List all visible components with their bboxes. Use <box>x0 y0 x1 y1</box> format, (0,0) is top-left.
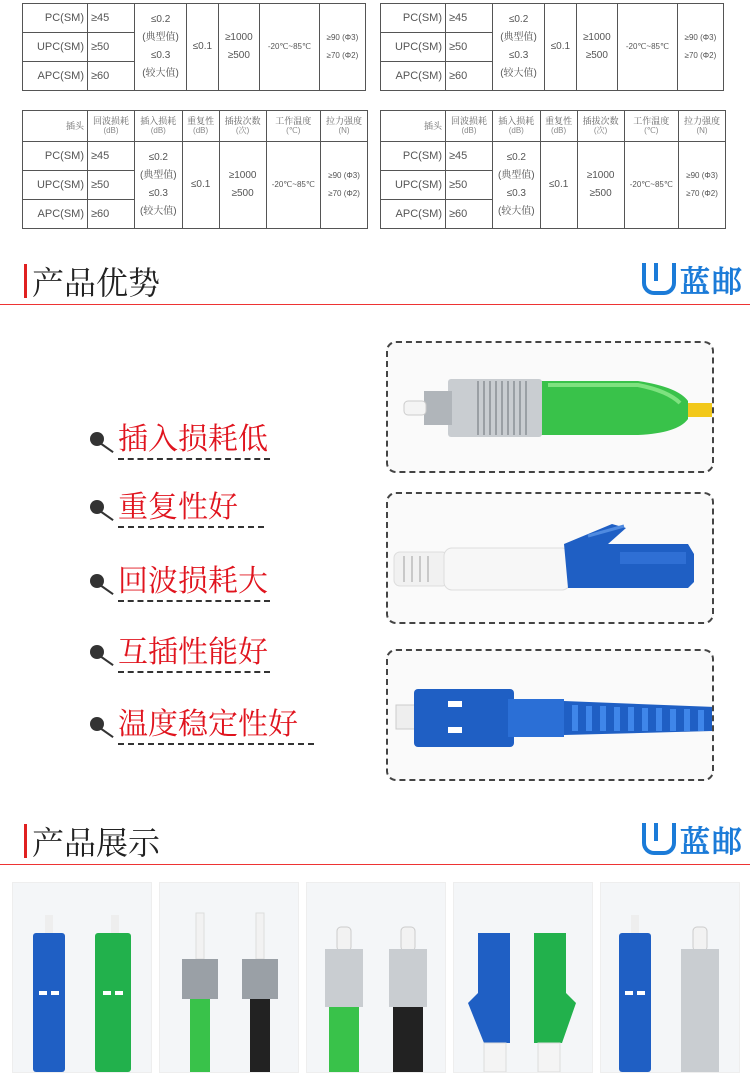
tensile-strength-cell-line: ≥90 (Φ3) <box>326 33 359 42</box>
connector-cell: UPC(SM) <box>23 171 88 200</box>
insertion-loss-cell-line: ≤0.3 <box>506 188 526 199</box>
bullet-tick <box>99 510 113 521</box>
connector-cell: PC(SM) <box>23 142 88 171</box>
column-header-unit: (N) <box>696 126 708 135</box>
insertion-loss-cell <box>493 4 545 91</box>
insertion-loss-cell-line: (典型值) <box>497 170 535 181</box>
insertion-loss-cell-line: (较大值) <box>497 206 535 217</box>
sc-pair-icon <box>13 883 151 1072</box>
column-header-unit: (dB) <box>508 126 524 135</box>
column-header-label: 插头 <box>423 121 442 131</box>
column-header <box>219 111 266 142</box>
column-header-unit: (次) <box>235 126 250 135</box>
brand-logo <box>642 260 744 298</box>
column-header-label: 工作温度 <box>275 116 312 126</box>
tensile-strength-cell-line: ≥70 (Φ2) <box>328 189 360 198</box>
tensile-strength-cell <box>677 4 723 91</box>
insertion-loss-cell-line: ≤0.3 <box>150 50 171 61</box>
column-header-unit: (dB) <box>103 126 119 135</box>
column-header-label: 插入损耗 <box>140 116 177 126</box>
connector-cell: APC(SM) <box>23 200 88 229</box>
spec-table <box>22 110 368 229</box>
operating-temp-cell: -20℃~85℃ <box>618 4 678 91</box>
connector-cell: APC(SM) <box>381 62 446 91</box>
column-header-label: 插拔次数 <box>582 116 619 126</box>
column-header-label: 插头 <box>65 121 84 131</box>
column-header-unit: (dB) <box>150 126 166 135</box>
column-header <box>381 111 446 142</box>
insertion-loss-cell-line: (较大值) <box>139 206 177 217</box>
return-loss-cell: ≥60 <box>88 200 135 229</box>
insertion-loss-cell-line: (较大值) <box>142 68 179 79</box>
insertion-loss-cell-line: ≤0.3 <box>148 188 168 199</box>
gallery-lc-pair <box>453 882 593 1073</box>
column-header <box>23 111 88 142</box>
column-header <box>182 111 219 142</box>
column-header <box>679 111 726 142</box>
connector-cell: APC(SM) <box>381 200 446 229</box>
feature-text: 温度稳定性好 <box>118 707 298 742</box>
tensile-strength-cell-line: ≥70 (Φ2) <box>686 189 718 198</box>
table-header-row <box>381 111 726 142</box>
column-header <box>135 111 183 142</box>
spec-table <box>380 110 726 229</box>
insertion-loss-cell <box>493 142 541 229</box>
lc-connector-photo <box>386 492 714 624</box>
table-row <box>23 4 366 33</box>
return-loss-cell: ≥60 <box>88 62 135 91</box>
connector-cell: PC(SM) <box>381 142 446 171</box>
fc-connector-icon <box>388 343 712 471</box>
insertion-loss-cell-line: (典型值) <box>142 32 179 43</box>
gallery-st-pair <box>159 882 299 1073</box>
fc-pair-icon <box>307 883 445 1072</box>
column-header-label: 回波损耗 <box>92 116 129 126</box>
sc-fc-pair-icon <box>601 883 740 1072</box>
bullet-tick <box>99 655 113 666</box>
feature-text: 回波损耗大 <box>118 564 268 599</box>
column-header-label: 插拔次数 <box>224 116 261 126</box>
feature-underline <box>118 743 314 745</box>
return-loss-cell: ≥60 <box>446 200 493 229</box>
column-header <box>624 111 679 142</box>
gallery-sc-fc-pair <box>600 882 740 1073</box>
column-header <box>493 111 541 142</box>
table-row <box>23 142 368 171</box>
tensile-strength-cell <box>679 142 726 229</box>
advantages-header <box>0 254 750 305</box>
column-header-unit: (N) <box>338 126 350 135</box>
showcase-header <box>0 814 750 865</box>
tensile-strength-cell-line: ≥90 (Φ3) <box>684 33 717 42</box>
section-marker <box>24 824 27 858</box>
repeatability-cell: ≤0.1 <box>182 142 219 229</box>
return-loss-cell: ≥50 <box>446 171 493 200</box>
return-loss-cell: ≥45 <box>88 142 135 171</box>
section-marker <box>24 264 27 298</box>
tensile-strength-cell-line: ≥70 (Φ2) <box>684 51 717 60</box>
feature-underline <box>118 600 270 602</box>
table-row <box>381 4 724 33</box>
column-header <box>540 111 577 142</box>
feature-underline <box>118 526 264 528</box>
column-header-unit: (次) <box>593 126 608 135</box>
advantages-title: 产品优势 <box>32 264 161 302</box>
connector-cell: UPC(SM) <box>23 33 88 62</box>
column-header-label: 工作温度 <box>633 116 670 126</box>
mating-cycles-cell-line: ≥500 <box>231 188 254 199</box>
mating-cycles-cell-line: ≥500 <box>589 188 612 199</box>
insertion-loss-cell <box>135 4 187 91</box>
return-loss-cell: ≥45 <box>88 4 135 33</box>
mating-cycles-cell-line: ≥1000 <box>586 170 615 181</box>
lc-pair-icon <box>454 883 592 1072</box>
insertion-loss-cell-line: ≤0.2 <box>148 152 168 163</box>
bullet-tick <box>99 442 113 453</box>
connector-cell: UPC(SM) <box>381 171 446 200</box>
mating-cycles-cell-line: ≥500 <box>227 50 250 61</box>
gallery-sc-pair <box>12 882 152 1073</box>
bullet-tick <box>99 727 113 738</box>
repeatability-cell: ≤0.1 <box>187 4 218 91</box>
feature-text: 互插性能好 <box>118 635 268 670</box>
operating-temp-cell: -20℃~85℃ <box>260 4 320 91</box>
mating-cycles-cell-line: ≥1000 <box>228 170 257 181</box>
brand-mark-icon <box>642 823 676 855</box>
column-header-label: 拉力强度 <box>326 116 363 126</box>
table-row <box>381 142 726 171</box>
column-header-label: 重复性 <box>187 116 215 126</box>
insertion-loss-cell-line: (较大值) <box>500 68 537 79</box>
sc-connector-photo <box>386 649 714 781</box>
tensile-strength-cell-line: ≥90 (Φ3) <box>686 171 718 180</box>
table-header-row <box>23 111 368 142</box>
column-header <box>88 111 135 142</box>
return-loss-cell: ≥50 <box>446 33 493 62</box>
insertion-loss-cell-line: ≤0.3 <box>508 50 529 61</box>
column-header-unit: (℃) <box>644 126 659 135</box>
insertion-loss-cell-line: ≤0.2 <box>506 152 526 163</box>
column-header-label: 插入损耗 <box>498 116 535 126</box>
insertion-loss-cell-line: (典型值) <box>139 170 177 181</box>
feature-text: 重复性好 <box>118 490 238 525</box>
column-header <box>321 111 368 142</box>
feature-text: 插入损耗低 <box>118 422 268 457</box>
return-loss-cell: ≥45 <box>446 142 493 171</box>
tensile-strength-cell <box>319 4 365 91</box>
return-loss-cell: ≥60 <box>446 62 493 91</box>
column-header-label: 回波损耗 <box>450 116 487 126</box>
feature-underline <box>118 458 270 460</box>
brand-name: 蓝邮 <box>680 825 744 860</box>
mating-cycles-cell <box>219 142 266 229</box>
connector-cell: PC(SM) <box>23 4 88 33</box>
feature-underline <box>118 671 270 673</box>
return-loss-cell: ≥50 <box>88 171 135 200</box>
insertion-loss-cell <box>135 142 183 229</box>
insertion-loss-cell-line: ≤0.2 <box>150 14 171 25</box>
column-header <box>446 111 493 142</box>
column-header-unit: (dB) <box>193 126 209 135</box>
mating-cycles-cell-line: ≥500 <box>585 50 608 61</box>
lc-connector-icon <box>388 494 712 622</box>
column-header-unit: (℃) <box>286 126 301 135</box>
sc-connector-icon <box>388 651 712 779</box>
bullet-tick <box>99 584 113 595</box>
mating-cycles-cell-line: ≥1000 <box>582 32 611 43</box>
tensile-strength-cell <box>321 142 368 229</box>
operating-temp-cell: -20℃~85℃ <box>266 142 321 229</box>
tensile-strength-cell-line: ≥90 (Φ3) <box>328 171 360 180</box>
insertion-loss-cell-line: (典型值) <box>500 32 537 43</box>
column-header-unit: (dB) <box>551 126 567 135</box>
brand-name: 蓝邮 <box>680 265 744 300</box>
fc-connector-photo <box>386 341 714 473</box>
mating-cycles-cell <box>577 142 624 229</box>
mating-cycles-cell <box>576 4 617 91</box>
repeatability-cell: ≤0.1 <box>545 4 576 91</box>
mating-cycles-cell <box>218 4 259 91</box>
column-header <box>266 111 321 142</box>
return-loss-cell: ≥45 <box>446 4 493 33</box>
spec-table <box>22 3 366 91</box>
connector-cell: UPC(SM) <box>381 33 446 62</box>
st-pair-icon <box>160 883 298 1072</box>
tensile-strength-cell-line: ≥70 (Φ2) <box>326 51 359 60</box>
column-header-label: 重复性 <box>545 116 573 126</box>
operating-temp-cell: -20℃~85℃ <box>624 142 679 229</box>
spec-table <box>380 3 724 91</box>
connector-cell: PC(SM) <box>381 4 446 33</box>
repeatability-cell: ≤0.1 <box>540 142 577 229</box>
column-header <box>577 111 624 142</box>
return-loss-cell: ≥50 <box>88 33 135 62</box>
mating-cycles-cell-line: ≥1000 <box>224 32 253 43</box>
column-header-label: 拉力强度 <box>684 116 721 126</box>
gallery-fc-pair <box>306 882 446 1073</box>
showcase-title: 产品展示 <box>32 824 161 862</box>
brand-mark-icon <box>642 263 676 295</box>
connector-cell: APC(SM) <box>23 62 88 91</box>
insertion-loss-cell-line: ≤0.2 <box>508 14 529 25</box>
column-header-unit: (dB) <box>461 126 477 135</box>
brand-logo <box>642 820 744 858</box>
